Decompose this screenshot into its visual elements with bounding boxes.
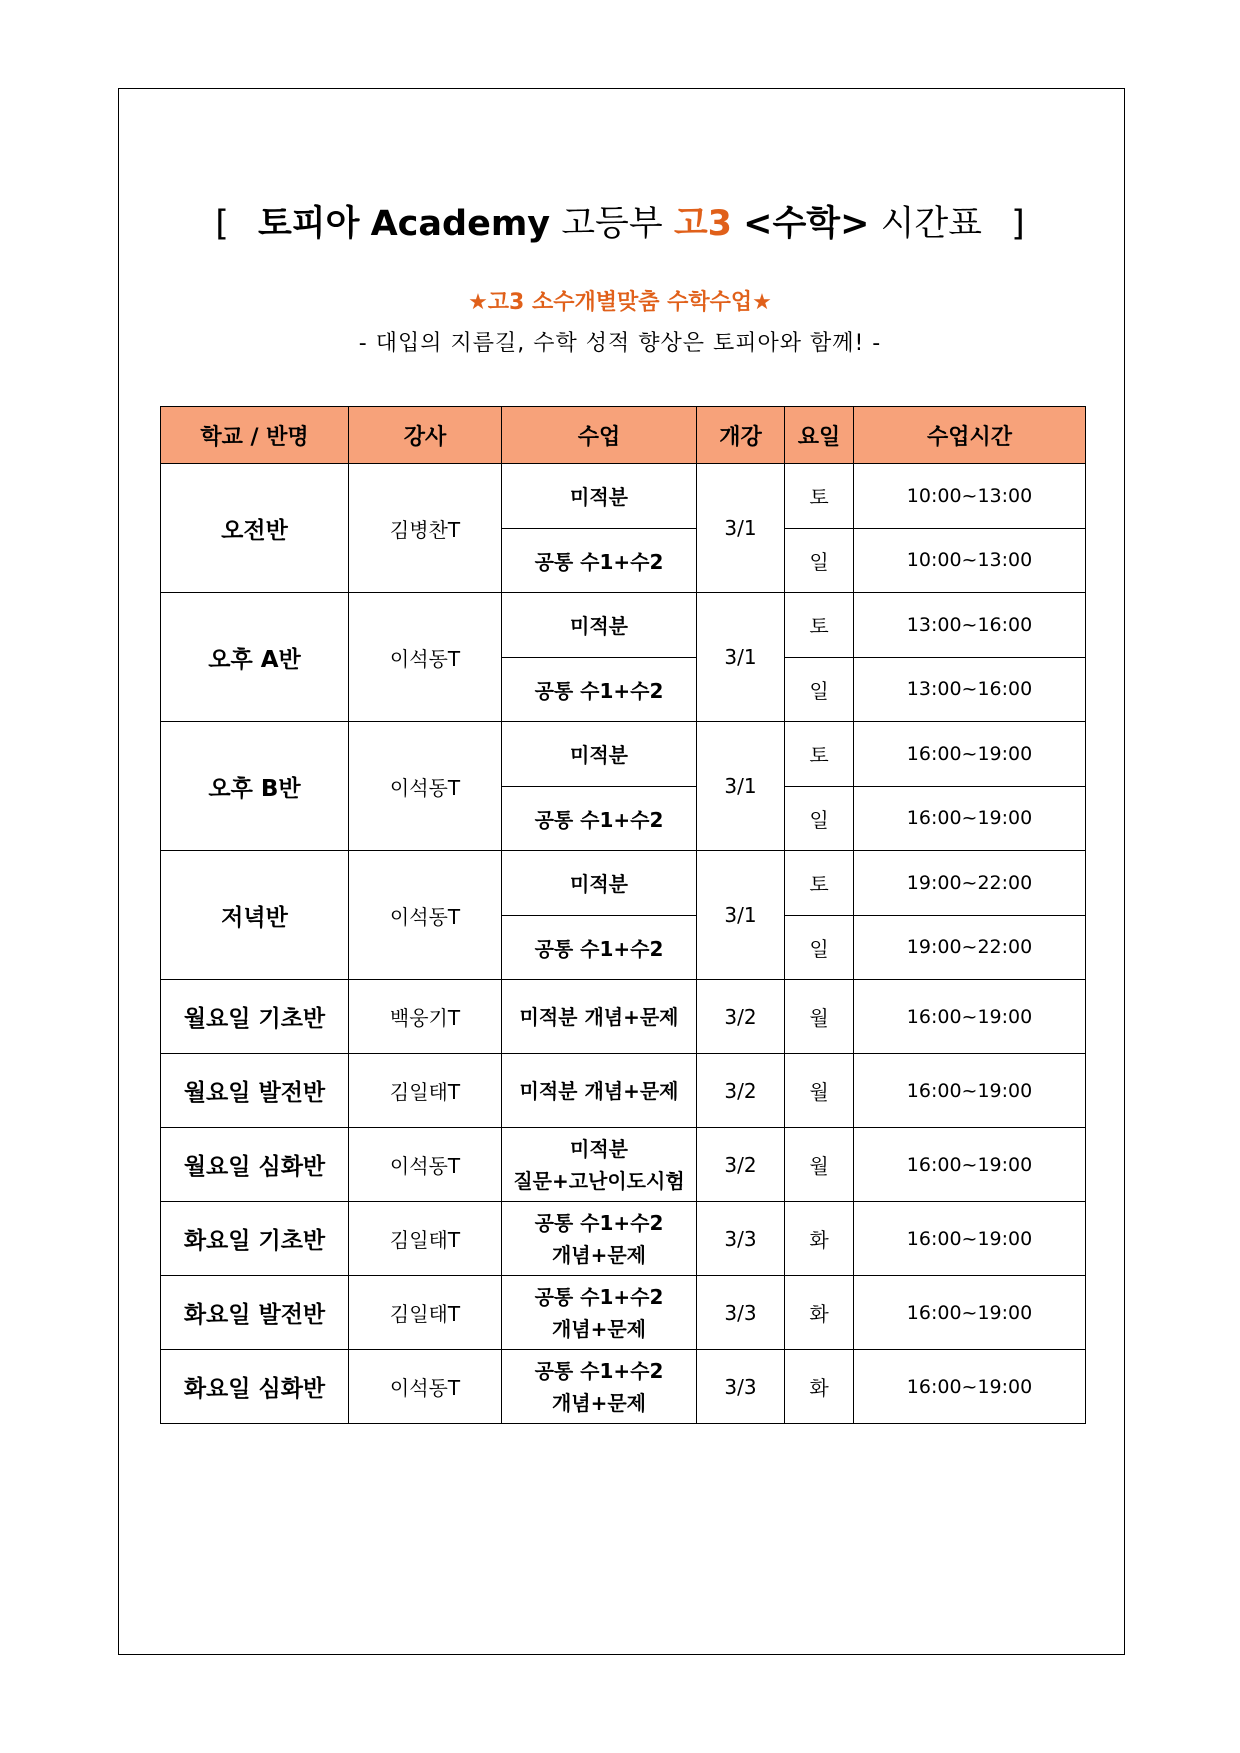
teacher: 김일태T [349,1054,502,1128]
page-title [0,200,1240,248]
class-name: 화요일 심화반 [161,1350,349,1424]
class-time: 16:00~19:00 [854,786,1086,851]
table-row [161,1276,1086,1350]
teacher: 이석동T [349,851,502,980]
start-date: 3/1 [697,464,785,593]
day: 일 [785,786,854,851]
header-school: 학교 / 반명 [161,407,349,464]
title-bracket-open: [ [215,204,229,244]
subtitle: ★고3 소수개별맞춤 수학수업★ [468,290,772,315]
timetable [160,406,1086,1424]
table-row [161,980,1086,1054]
table-row [161,1202,1086,1276]
table-row [161,1054,1086,1128]
class-subject: 미적분 [502,851,697,916]
class-subject: 공통 수1+수2 개념+문제 [502,1202,697,1276]
day: 월 [785,980,854,1054]
teacher: 김일태T [349,1276,502,1350]
class-time: 19:00~22:00 [854,915,1086,980]
start-date: 3/1 [697,593,785,722]
title-timetable: 시간표 [880,204,982,244]
class-name: 월요일 심화반 [161,1128,349,1202]
title-division: 고등부 [561,204,663,244]
table-row [161,851,1086,916]
class-time: 16:00~19:00 [854,980,1086,1054]
class-time: 10:00~13:00 [854,528,1086,593]
day: 토 [785,722,854,787]
class-time: 10:00~13:00 [854,464,1086,529]
tagline: - 대입의 지름길, 수학 성적 향상은 토피아와 함께! - [358,331,882,356]
class-time: 19:00~22:00 [854,851,1086,916]
class-time: 16:00~19:00 [854,1350,1086,1424]
day: 토 [785,851,854,916]
class-subject: 미적분 개념+문제 [502,1054,697,1128]
start-date: 3/1 [697,851,785,980]
class-name: 화요일 기초반 [161,1202,349,1276]
class-subject: 미적분 [502,722,697,787]
class-name: 오후 A반 [161,593,349,722]
day: 일 [785,915,854,980]
class-subject: 미적분 [502,464,697,529]
title-grade: 고3 [673,204,732,244]
class-time: 16:00~19:00 [854,1128,1086,1202]
class-subject: 공통 수1+수2 개념+문제 [502,1350,697,1424]
start-date: 3/1 [697,722,785,851]
title-bracket-close: ] [1011,204,1025,244]
class-name: 월요일 기초반 [161,980,349,1054]
class-time: 13:00~16:00 [854,657,1086,722]
table-row [161,722,1086,787]
day: 일 [785,528,854,593]
class-subject: 공통 수1+수2 [502,528,697,593]
teacher: 이석동T [349,722,502,851]
teacher: 김병찬T [349,464,502,593]
class-name: 오후 B반 [161,722,349,851]
class-time: 13:00~16:00 [854,593,1086,658]
teacher: 이석동T [349,593,502,722]
day: 일 [785,657,854,722]
class-name: 화요일 발전반 [161,1276,349,1350]
title-brand: 토피아 [258,204,360,244]
header-start: 개강 [697,407,785,464]
header-class: 수업 [502,407,697,464]
class-time: 16:00~19:00 [854,722,1086,787]
day: 월 [785,1054,854,1128]
header-row [161,407,1086,464]
start-date: 3/3 [697,1276,785,1350]
day: 토 [785,464,854,529]
header-time: 수업시간 [854,407,1086,464]
table-row [161,1350,1086,1424]
class-subject: 공통 수1+수2 [502,786,697,851]
start-date: 3/3 [697,1202,785,1276]
start-date: 3/2 [697,1128,785,1202]
start-date: 3/2 [697,980,785,1054]
day: 월 [785,1128,854,1202]
class-time: 16:00~19:00 [854,1054,1086,1128]
header-teacher: 강사 [349,407,502,464]
teacher: 백웅기T [349,980,502,1054]
teacher: 이석동T [349,1350,502,1424]
class-subject: 공통 수1+수2 [502,657,697,722]
class-name: 월요일 발전반 [161,1054,349,1128]
day: 화 [785,1276,854,1350]
class-subject: 공통 수1+수2 개념+문제 [502,1276,697,1350]
class-subject: 미적분 개념+문제 [502,980,697,1054]
class-name: 저녁반 [161,851,349,980]
table-row [161,1128,1086,1202]
class-subject: 미적분 질문+고난이도시험 [502,1128,697,1202]
title-academy: Academy [370,204,551,244]
day: 화 [785,1202,854,1276]
start-date: 3/3 [697,1350,785,1424]
start-date: 3/2 [697,1054,785,1128]
table-row [161,593,1086,658]
day: 토 [785,593,854,658]
teacher: 이석동T [349,1128,502,1202]
class-time: 16:00~19:00 [854,1202,1086,1276]
class-subject: 공통 수1+수2 [502,915,697,980]
teacher: 김일태T [349,1202,502,1276]
class-name: 오전반 [161,464,349,593]
header-day: 요일 [785,407,854,464]
day: 화 [785,1350,854,1424]
title-subject: <수학> [743,204,870,244]
class-time: 16:00~19:00 [854,1276,1086,1350]
class-subject: 미적분 [502,593,697,658]
table-row [161,464,1086,529]
